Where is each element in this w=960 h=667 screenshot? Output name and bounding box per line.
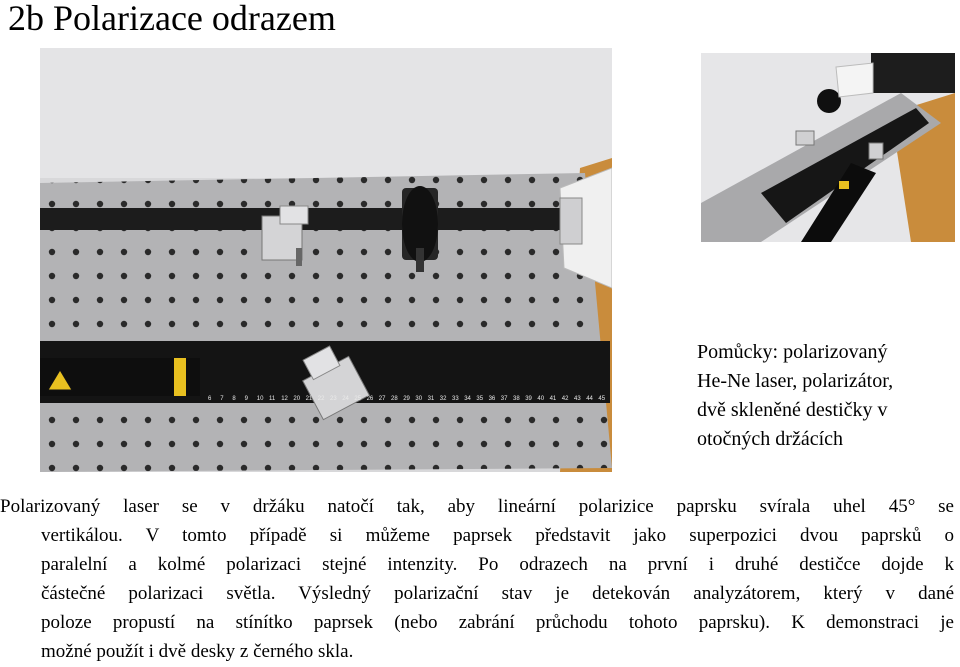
rail-scale-label: 38 [513,396,520,402]
paragraph-line: možné použít i dvě desky z černého skla. [41,641,354,662]
rail-scale-label: 10 [256,396,264,402]
rail-scale-label: 34 [464,396,471,402]
rail-scale-label: 6 [208,396,212,402]
laser [40,358,200,396]
rail-scale-label: 39 [525,396,532,402]
rail-scale-label: 43 [574,396,581,402]
rail-scale-label: 9 [244,396,248,402]
rail-scale-label: 35 [476,396,484,402]
rail-scale-label: 40 [537,396,545,402]
screen [560,168,612,288]
rail-scale-label: 7 [220,396,224,402]
rail-scale-label: 11 [269,396,276,402]
rail-scale-label: 8 [232,396,236,402]
rail-scale-label: 24 [342,396,349,402]
rail-scale-label: 12 [281,396,288,402]
caption-line: otočných držácích [697,428,844,450]
rail-scale-label: 32 [439,396,447,402]
rail-scale-label: 44 [586,396,593,402]
rail-scale-label: 31 [427,396,435,402]
rail-scale-label: 22 [317,396,325,402]
rail-scale-label: 33 [452,396,459,402]
rail-scale-label: 20 [293,396,301,402]
rail-scale-label: 27 [378,396,386,402]
paragraph-line: poloze propustí na stínítko paprsek (nebo zabrání průchodu tohoto paprsku). K demonstraci je [41,612,954,633]
rail-scale-label: 26 [366,396,374,402]
side-screen [836,63,873,97]
paragraph-line: vertikálou. V tomto případě si můžeme paprsek představit jako superpozici dvou paprsků o [41,525,954,546]
rail-scale-label: 37 [500,396,508,402]
rail-scale-label: 29 [403,396,410,402]
paragraph-line: paralelní a kolmé polarizaci stejné intenzity. Po odrazech na první i druhé destičce dojde k [41,554,954,575]
rail-scale-label: 45 [598,396,606,402]
optical-table-illustration [40,48,612,472]
equipment-caption [697,338,957,454]
rail-scale-label: 25 [354,396,362,402]
paragraph-line: částečné polarizaci světla. Výsledný polarizační stav je detekován analyzátorem, který v dané [41,583,954,604]
rail-scale-label: 21 [305,396,313,402]
rail-scale-label: 30 [415,396,423,402]
rail-scale-label: 28 [391,396,398,402]
side-polarizer [817,89,841,113]
description-paragraph [0,492,960,666]
upper-rail [40,208,590,230]
rail-scale-label: 41 [549,396,557,402]
caption-line: dvě skleněné destičky v [697,399,888,421]
rail-scale-label: 42 [561,396,569,402]
rail-scale-label: 36 [488,396,496,402]
main-photo [40,48,612,472]
rail-scale-label: 23 [330,396,337,402]
caption-line: Pomůcky: polarizovaný [697,341,888,363]
side-photo [701,53,955,242]
polarizer-mount [402,186,438,272]
setup-side-view-illustration [701,53,955,242]
caption-line: He-Ne laser, polarizátor, [697,370,894,392]
page-title: 2b Polarizace odrazem [8,0,336,38]
paragraph-line: Polarizovaný laser se v držáku natočí tak, aby lineární polarizice paprsku svírala uhel 45° se [0,496,954,517]
